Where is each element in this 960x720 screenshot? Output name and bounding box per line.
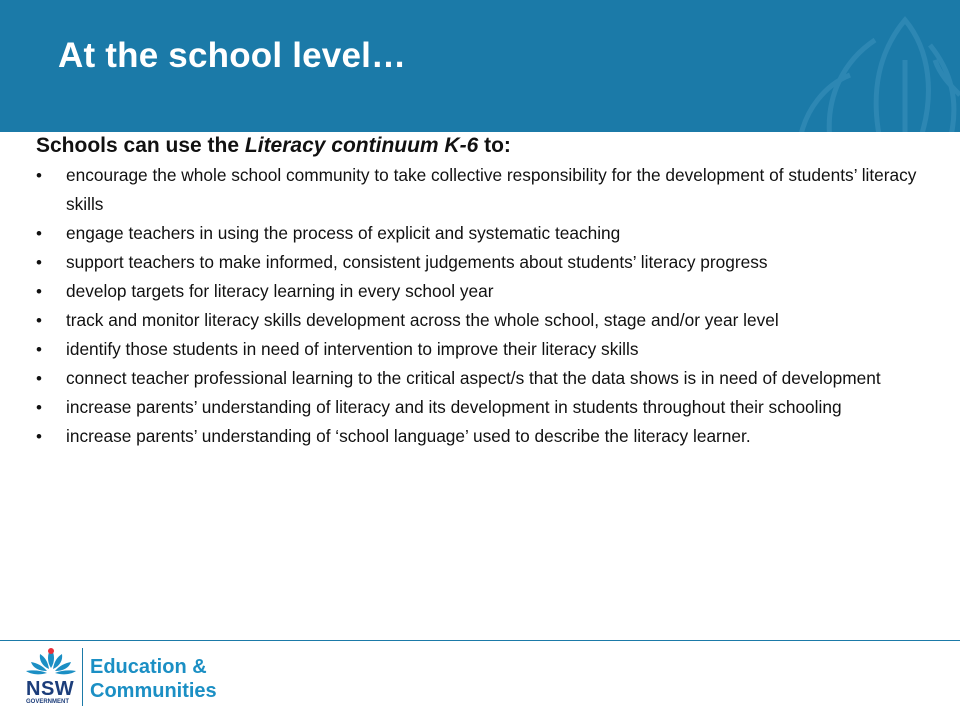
- bullet-text: support teachers to make informed, consistent judgements about students’ literacy progress: [66, 252, 768, 272]
- footer-divider: [0, 640, 960, 641]
- bullet-symbol: •: [36, 369, 42, 388]
- bullet-symbol: •: [36, 166, 42, 185]
- logo-divider: [82, 648, 83, 706]
- bullet-text: increase parents’ understanding of ‘school language’ used to describe the literacy learner.: [66, 426, 751, 446]
- bullet-item: [36, 364, 941, 393]
- bullet-text: develop targets for literacy learning in every school year: [66, 281, 494, 301]
- logo-government-text: GOVERNMENT: [26, 699, 70, 705]
- logo-communities-text: Communities: [90, 680, 217, 702]
- logo-nsw-text: NSW: [26, 678, 75, 700]
- bullet-symbol: •: [36, 224, 42, 243]
- bullet-symbol: •: [36, 427, 42, 446]
- slide-title: At the school level…: [58, 36, 407, 75]
- bullet-item: [36, 393, 941, 422]
- slide-header: [0, 0, 960, 132]
- bullet-item: [36, 422, 941, 451]
- intro-heading: [36, 134, 941, 158]
- bullet-text: connect teacher professional learning to the critical aspect/s that the data shows is in need of development: [66, 368, 881, 388]
- bullet-symbol: •: [36, 311, 42, 330]
- bullet-symbol: •: [36, 398, 42, 417]
- waratah-icon: [22, 644, 80, 680]
- bullet-item: [36, 335, 941, 364]
- bullet-symbol: •: [36, 253, 42, 272]
- intro-suffix: to:: [478, 134, 511, 157]
- nsw-education-communities-logo: [22, 644, 222, 710]
- bullet-item: [36, 248, 941, 277]
- bullet-list: [36, 161, 941, 451]
- bullet-item: [36, 306, 941, 335]
- bullet-symbol: •: [36, 282, 42, 301]
- bullet-text: engage teachers in using the process of explicit and systematic teaching: [66, 223, 621, 243]
- bullet-item: [36, 219, 941, 248]
- bullet-symbol: •: [36, 340, 42, 359]
- bullet-item: [36, 161, 941, 219]
- bullet-text: identify those students in need of intervention to improve their literacy skills: [66, 339, 639, 359]
- intro-document-title: Literacy continuum K-6: [244, 134, 479, 157]
- waratah-watermark-icon: [630, 0, 960, 132]
- logo-education-text: Education &: [90, 656, 207, 678]
- bullet-text: track and monitor literacy skills development across the whole school, stage and/or year level: [66, 310, 779, 330]
- slide-body: [36, 134, 941, 451]
- bullet-item: [36, 277, 941, 306]
- bullet-text: increase parents’ understanding of literacy and its development in students throughout their schooling: [66, 397, 842, 417]
- intro-prefix: Schools can use the: [36, 134, 245, 157]
- bullet-text: encourage the whole school community to take collective responsibility for the development of students’ literacy skills: [66, 165, 917, 214]
